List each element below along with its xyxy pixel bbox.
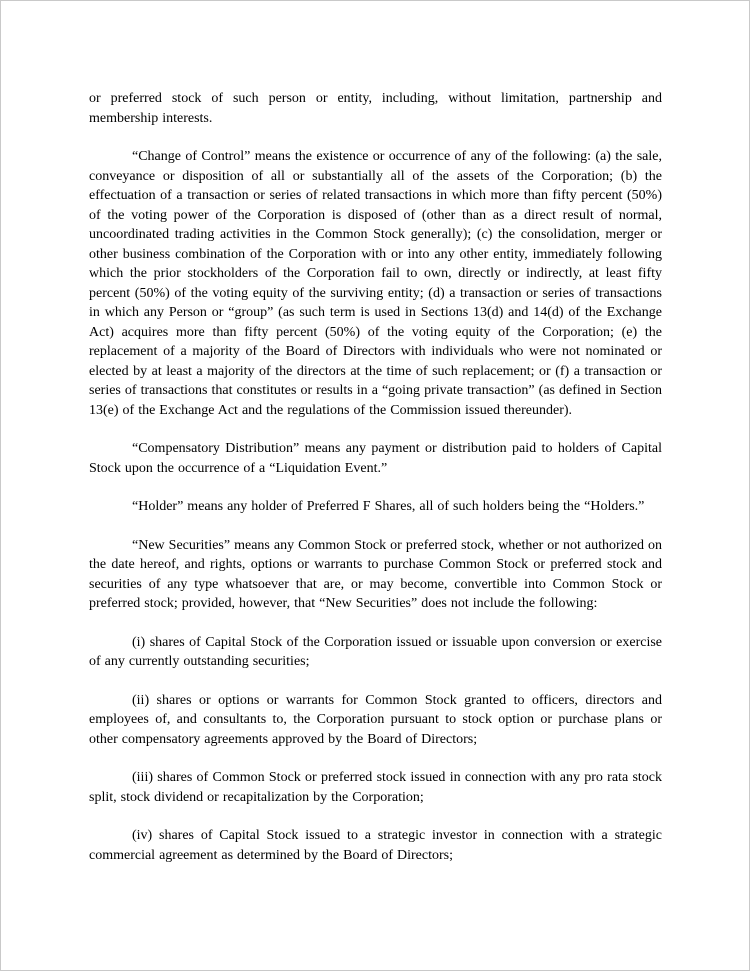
paragraph-holder-definition: “Holder” means any holder of Preferred F Shares, all of such holders being the “Holders.” — [132, 499, 645, 514]
paragraph-clause-ii: (ii) shares or options or warrants for Common Stock granted to officers, directors and employees of, and consultants to, the Corporation pursuant to stock option or purchase plans or other compensatory agreements approved by the Board of Directors; — [89, 692, 662, 747]
paragraph-compensatory-distribution-definition: “Compensatory Distribution” means any payment or distribution paid to holders of Capital Stock upon the occurrence of a “Liquidation Event.” — [89, 441, 662, 476]
paragraph-continuation: or preferred stock of such person or entity, including, without limitation, partnership and membership interests. — [89, 91, 662, 126]
paragraph-clause-iv: (iv) shares of Capital Stock issued to a strategic investor in connection with a strategic commercial agreement as determined by the Board of Directors; — [89, 828, 662, 863]
paragraph-change-of-control-definition: “Change of Control” means the existence or occurrence of any of the following: (a) the sale, conveyance or disposition of all or substantially all of the assets of the Corporation; (b) the effectuation of a transaction or series of related transactions in which more than fifty percent (50%) of the voting power of the Corporation is disposed of (other than as a direct result of normal, uncoordinated trading activities in the Common Stock generally); (c) the consolidation, merger or other business combination of the Corporation with or into any other entity, immediately following which the prior stockholders of the Corporation fail to own, directly or indirectly, at least fifty percent (50%) of the voting equity of the surviving entity; (d) a transaction or series of transactions in which any Person or “group” (as such term is used in Sections 13(d) and 14(d) of the Exchange Act) acquires more than fifty percent (50%) of the voting equity of the Corporation; (e) the replacement of a majority of the Board of Directors with individuals who were not nominated or elected by at least a majority of the directors at the time of such replacement; or (f) a transaction or series of transactions that constitutes or results in a “going private transaction” (as defined in Section 13(e) of the Exchange Act and the regulations of the Commission issued thereunder). — [89, 149, 662, 418]
paragraph-clause-i: (i) shares of Capital Stock of the Corporation issued or issuable upon conversion or exercise of any currently outstanding securities; — [89, 634, 662, 669]
paragraph-new-securities-definition: “New Securities” means any Common Stock or preferred stock, whether or not authorized on the date hereof, and rights, options or warrants to purchase Common Stock or preferred stock and securities of any type whatsoever that are, or may become, convertible into Common Stock or preferred stock; provided, however, that “New Securities” does not include the following: — [89, 537, 662, 611]
paragraph-clause-iii: (iii) shares of Common Stock or preferred stock issued in connection with any pro rata stock split, stock dividend or recapitalization by the Corporation; — [89, 770, 662, 805]
